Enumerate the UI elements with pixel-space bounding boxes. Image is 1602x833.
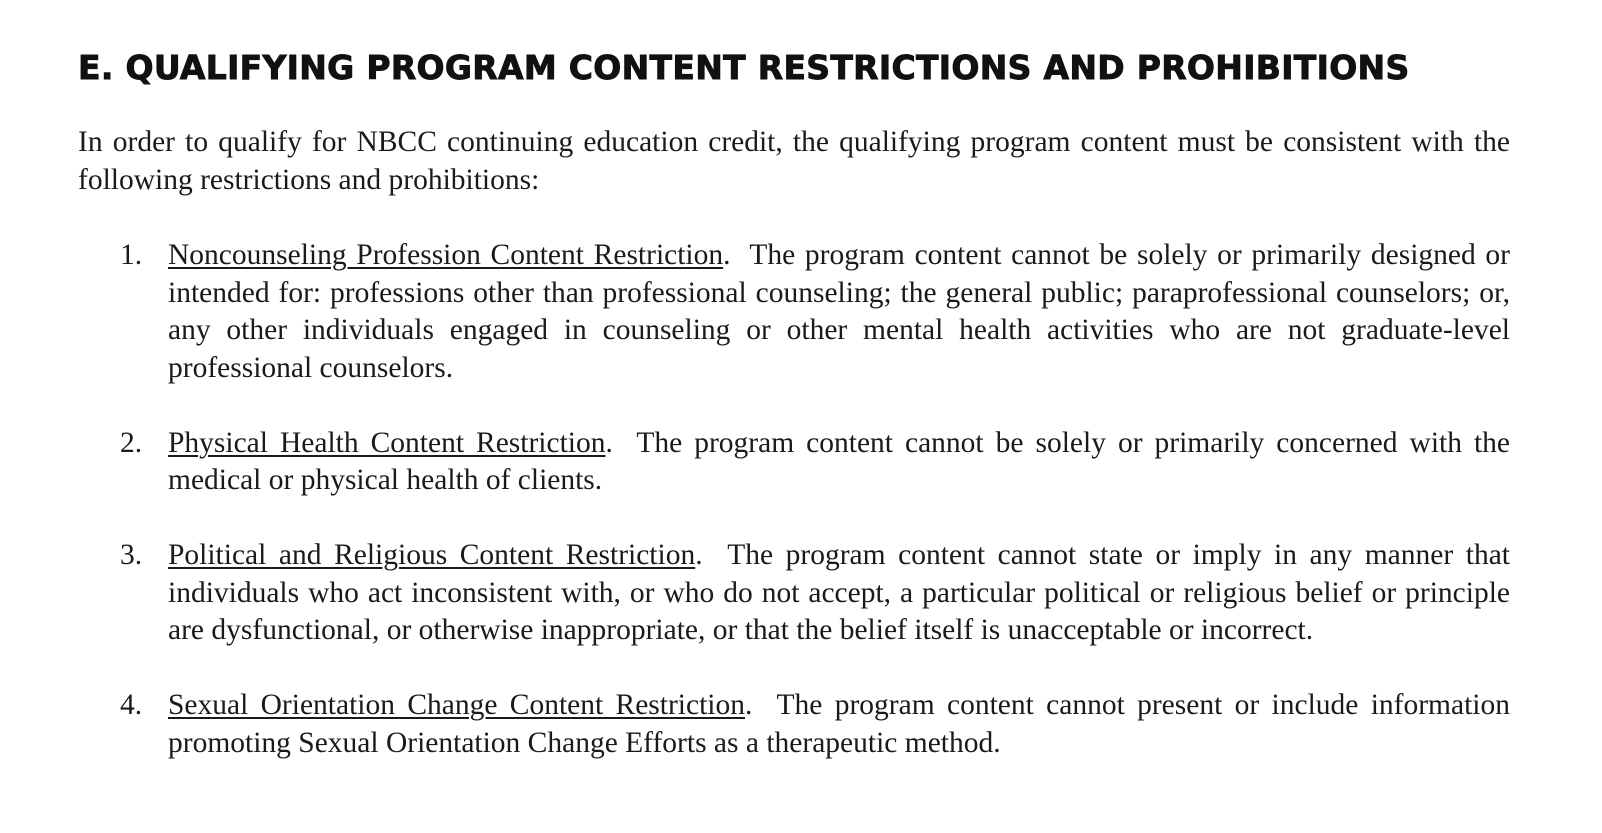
item-text: The program content cannot state or imply in any manner that individuals who act inconsistent with, or who do not accept, a particular political or religious belief or principle are dysfunctional, or otherwise inappropriate, or that the belief itself is unacceptable or incorrect. [168,539,1511,646]
list-item: 4. Sexual Orientation Change Content Restriction. The program content cannot present or include information promoting Sexual Orientation Change Efforts as a therapeutic method. [120,689,1510,759]
section-heading: E. QUALIFYING PROGRAM CONTENT RESTRICTIONS AND PROHIBITIONS [78,48,1410,87]
item-title: Noncounseling Profession Content Restriction [168,239,724,271]
list-item: 3. Political and Religious Content Restriction. The program content cannot state or imply in any manner that individuals who act inconsistent with, or who do not accept, a particular political or religious belief or principle are dysfunctional, or otherwise inappropriate, or that the belief itself is unacceptable or incorrect. [120,539,1511,646]
restrictions-list [78,237,1510,762]
item-number: 2. [120,426,143,459]
list-item: 2. Physical Health Content Restriction. The program content cannot be solely or primarily concerned with the medical or physical health of clients. [120,426,1510,496]
intro-paragraph: In order to qualify for NBCC continuing education credit, the qualifying program content must be consistent with the following restrictions and prohibitions: [78,126,1510,196]
item-text: The program content cannot present or include information promoting Sexual Orientation Change Efforts as a therapeutic method. [168,689,1510,759]
item-number: 1. [120,239,143,271]
item-title: Political and Religious Content Restriction [168,539,696,571]
item-text: The program content cannot be solely or primarily designed or intended for: professions other than professional counseling; the general public; paraprofessional counselors; or, any other individuals engaged in counseling or other mental health activities who are not graduate-level professional counselors. [168,239,1511,384]
list-item: 1. Noncounseling Profession Content Restriction. The program content cannot be solely or primarily designed or intended for: professions other than professional counseling; the general public; paraprofessional counselors; or, any other individuals engaged in counseling or other mental health activities who are not graduate-level professional counselors. [120,239,1511,384]
item-title: Physical Health Content Restriction [168,426,606,459]
document-page [78,44,1510,762]
item-title: Sexual Orientation Change Content Restriction [168,689,745,721]
item-number: 4. [120,689,143,721]
item-text: The program content cannot be solely or primarily concerned with the medical or physical health of clients. [168,426,1510,496]
item-number: 3. [120,539,143,571]
